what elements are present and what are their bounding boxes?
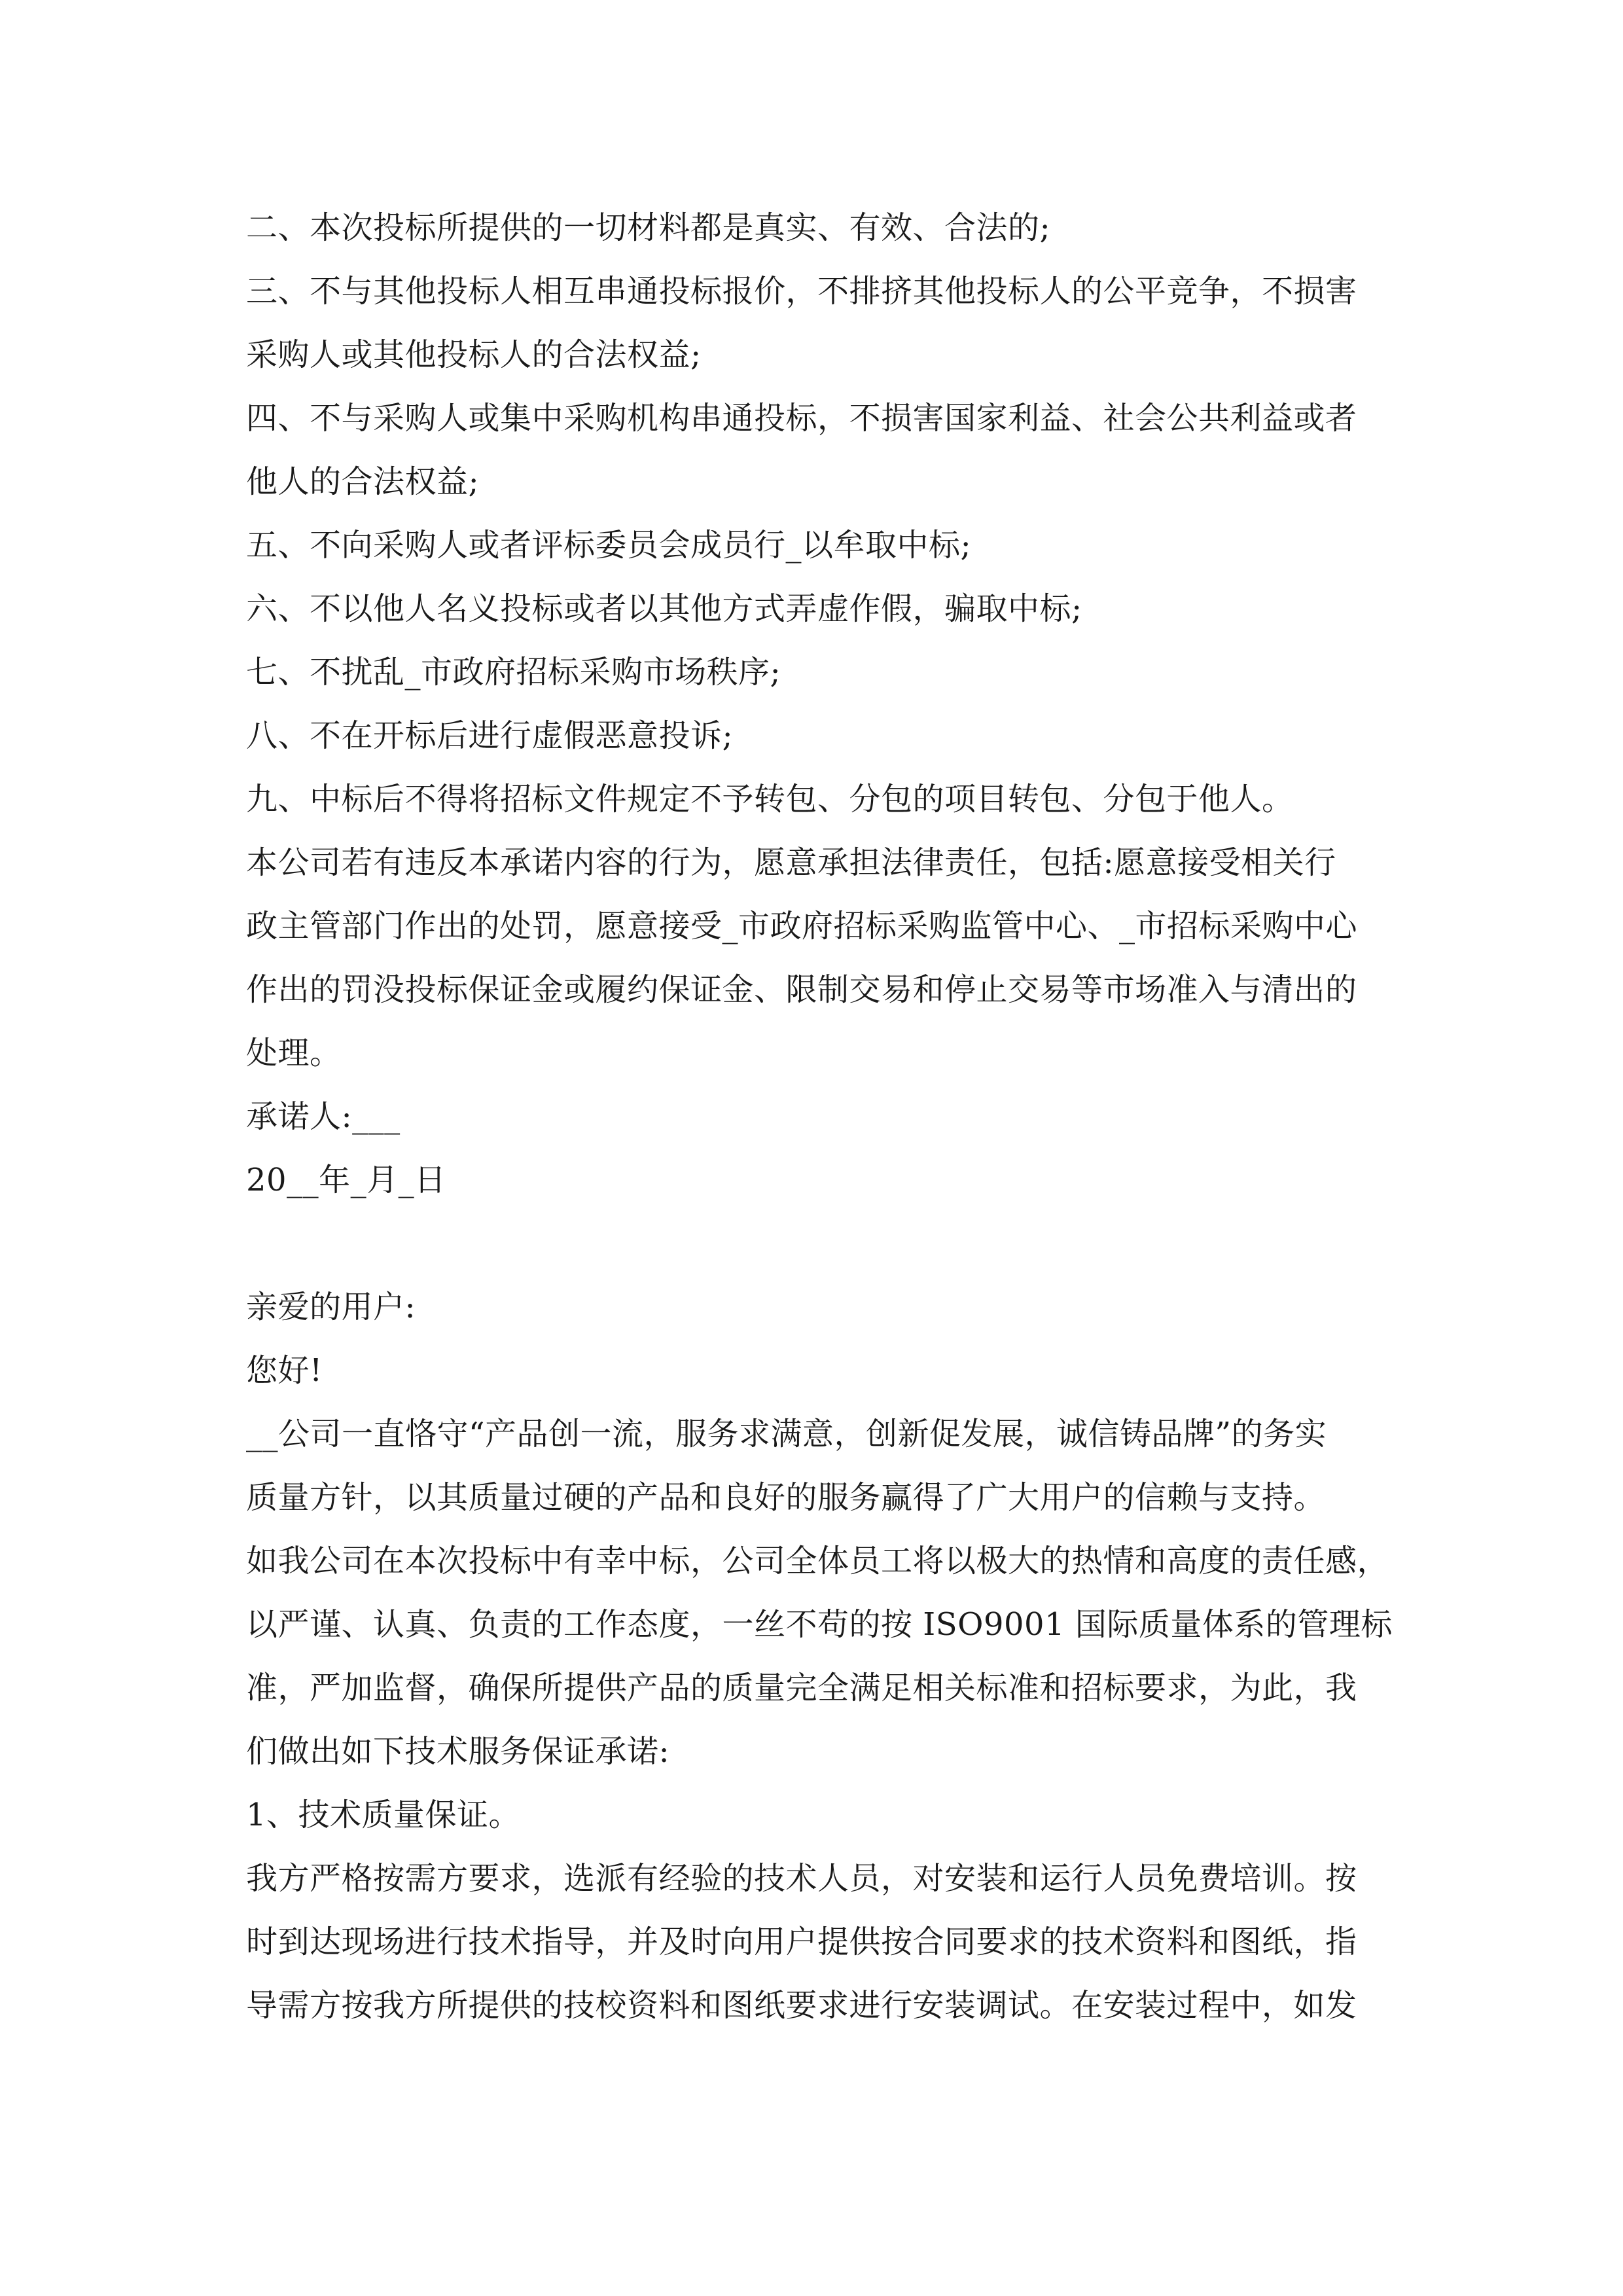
- letter-line: 导需方按我方所提供的技校资料和图纸要求进行安装调试。在安装过程中，如发: [246, 1987, 1357, 2024]
- letter-line: 您好!: [246, 1352, 323, 1389]
- commitment-line: 三、不与其他投标人相互串通投标报价，不排挤其他投标人的公平竞争，不损害: [246, 273, 1357, 310]
- commitment-line: 六、不以他人名义投标或者以其他方式弄虚作假，骗取中标;: [246, 590, 1082, 627]
- commitment-line: 七、不扰乱_市政府招标采购市场秩序;: [246, 654, 781, 691]
- letter-line: 如我公司在本次投标中有幸中标，公司全体员工将以极大的热情和高度的责任感，: [246, 1543, 1389, 1579]
- commitment-line: 政主管部门作出的处罚，愿意接受_市政府招标采购监管中心、_市招标采购中心: [246, 908, 1358, 944]
- section-gap: [246, 1212, 1385, 1276]
- commitment-line: 作出的罚没投标保证金或履约保证金、限制交易和停止交易等市场准入与清出的: [246, 971, 1357, 1008]
- signer-line: 承诺人:___: [246, 1098, 401, 1135]
- letter-line: 时到达现场进行技术指导，并及时向用户提供按合同要求的技术资料和图纸，指: [246, 1924, 1357, 1960]
- letter-line: 我方严格按需方要求，选派有经验的技术人员，对安装和运行人员免费培训。按: [246, 1860, 1357, 1897]
- commitment-line: 采购人或其他投标人的合法权益;: [246, 336, 702, 373]
- commitment-line: 八、不在开标后进行虚假恶意投诉;: [246, 717, 734, 754]
- commitment-line: 处理。: [246, 1035, 342, 1071]
- commitment-line: 本公司若有违反本承诺内容的行为，愿意承担法律责任，包括:愿意接受相关行: [246, 844, 1336, 881]
- commitment-line: 二、本次投标所提供的一切材料都是真实、有效、合法的;: [246, 209, 1051, 246]
- letter-line: 们做出如下技术服务保证承诺:: [246, 1733, 670, 1770]
- document-page: [246, 196, 1393, 2037]
- letter-line: 以严谨、认真、负责的工作态度，一丝不苟的按 ISO9001 国际质量体系的管理标: [246, 1606, 1393, 1643]
- commitment-line: 五、不向采购人或者评标委员会成员行_以牟取中标;: [246, 527, 972, 564]
- letter-line: 亲爱的用户:: [246, 1289, 416, 1325]
- letter-line: __公司一直恪守“产品创一流，服务求满意，创新促发展，诚信铸品牌”的务实: [246, 1416, 1327, 1452]
- letter-line: 质量方针，以其质量过硬的产品和良好的服务赢得了广大用户的信赖与支持。: [246, 1479, 1326, 1516]
- letter-line: 1、技术质量保证。: [246, 1797, 521, 1833]
- date-line: 20__年_月_日: [246, 1162, 446, 1198]
- commitment-line: 九、中标后不得将招标文件规定不予转包、分包的项目转包、分包于他人。: [246, 781, 1294, 817]
- commitment-line: 他人的合法权益;: [246, 463, 480, 500]
- letter-line: 准，严加监督，确保所提供产品的质量完全满足相关标准和招标要求，为此，我: [246, 1670, 1357, 1706]
- commitment-line: 四、不与采购人或集中采购机构串通投标，不损害国家利益、社会公共利益或者: [246, 400, 1357, 437]
